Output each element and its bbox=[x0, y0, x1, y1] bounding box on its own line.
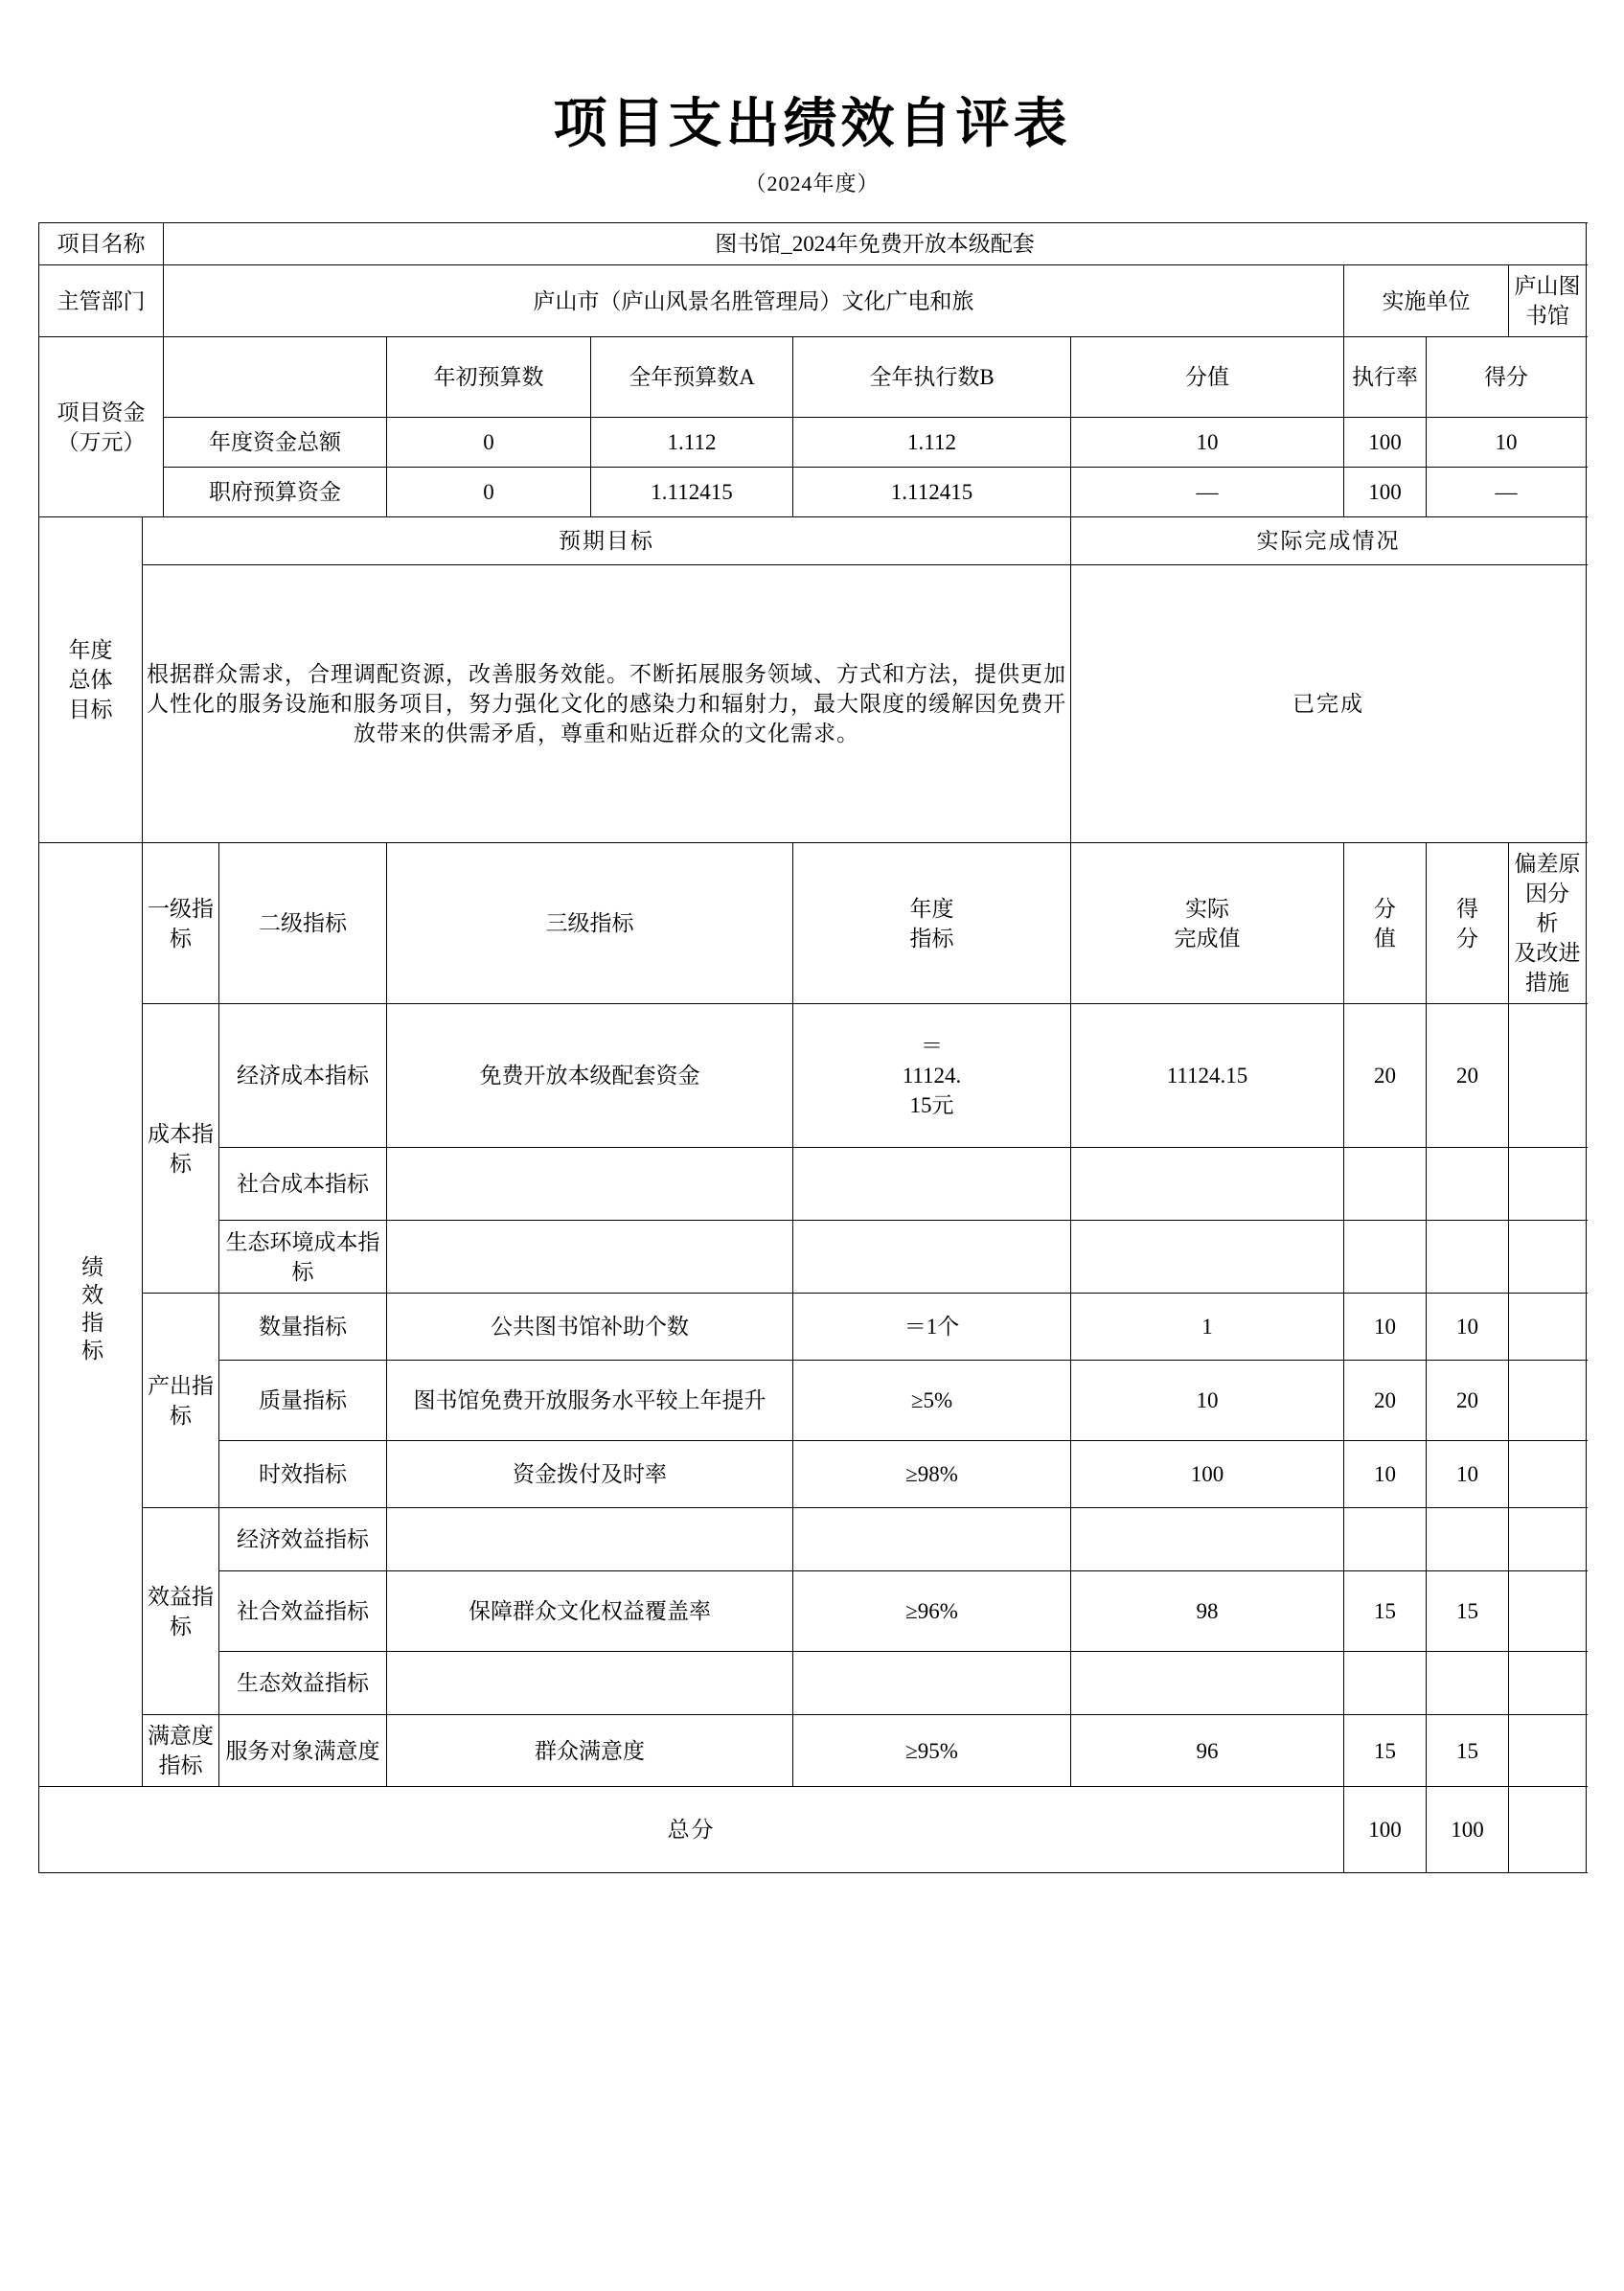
indicator-level3: 公共图书馆补助个数 bbox=[387, 1294, 793, 1361]
col-header-deviation bbox=[1509, 843, 1587, 1004]
indicator-score-value: 20 bbox=[1344, 1004, 1427, 1148]
indicator-level3: 群众满意度 bbox=[387, 1715, 793, 1787]
funds-row0-budget: 1.112 bbox=[591, 418, 793, 468]
score-line2: 分 bbox=[1456, 926, 1478, 951]
table-row-indicator bbox=[39, 1361, 1587, 1441]
annual-target-line2: 指标 bbox=[909, 926, 954, 951]
total-label: 总分 bbox=[39, 1787, 1344, 1873]
table-row-funds-government bbox=[39, 468, 1587, 517]
indicator-level1-benefit: 效益指标 bbox=[143, 1508, 219, 1715]
indicator-level3: 图书馆免费开放服务水平较上年提升 bbox=[387, 1361, 793, 1441]
funds-header-annual-budget: 全年预算数A bbox=[591, 337, 793, 418]
indicator-level2: 经济成本指标 bbox=[219, 1004, 387, 1148]
indicator-actual: 1 bbox=[1071, 1294, 1344, 1361]
goal-expected-text: 根据群众需求，合理调配资源，改善服务效能。不断拓展服务领域、方式和方法，提供更加人性化的服务设施和服务项目，努力强化文化的感染力和辐射力，最大限度的缓解因免费开放带来的供需矛盾，尊重和贴近群众的文化需求。 bbox=[143, 565, 1071, 843]
goal-label-line3: 目标 bbox=[68, 698, 113, 722]
table-row-indicator-header bbox=[39, 843, 1587, 1004]
funds-header-execution-rate: 执行率 bbox=[1344, 337, 1427, 418]
funds-row1-score: — bbox=[1427, 468, 1587, 517]
indicator-row-label bbox=[39, 843, 143, 1787]
indicator-level3 bbox=[387, 1652, 793, 1715]
goal-label-line1: 年度 bbox=[68, 638, 113, 663]
total-score-value: 100 bbox=[1344, 1787, 1427, 1873]
funds-header-initial-budget: 年初预算数 bbox=[387, 337, 591, 418]
indicator-score-value bbox=[1344, 1221, 1427, 1294]
indicator-score: 20 bbox=[1427, 1004, 1509, 1148]
indicator-target bbox=[793, 1221, 1071, 1294]
indicator-score: 20 bbox=[1427, 1361, 1509, 1441]
indicator-target: ＝1个 bbox=[793, 1294, 1071, 1361]
score-value-line2: 值 bbox=[1374, 926, 1396, 951]
indicator-level3 bbox=[387, 1221, 793, 1294]
funds-row0-initial: 0 bbox=[387, 418, 591, 468]
table-row-indicator bbox=[39, 1004, 1587, 1148]
col-header-score bbox=[1427, 843, 1509, 1004]
funds-row1-execution: 1.112415 bbox=[793, 468, 1071, 517]
indicator-deviation bbox=[1509, 1361, 1587, 1441]
funds-row1-initial: 0 bbox=[387, 468, 591, 517]
indicator-level2: 社合效益指标 bbox=[219, 1571, 387, 1652]
indicator-level1-cost: 成本指标 bbox=[143, 1004, 219, 1294]
target-line1: ＝ bbox=[921, 1034, 943, 1059]
table-row-indicator bbox=[39, 1508, 1587, 1571]
indicator-deviation bbox=[1509, 1221, 1587, 1294]
department-label: 主管部门 bbox=[39, 265, 164, 337]
funds-header-annual-execution: 全年执行数B bbox=[793, 337, 1071, 418]
indicator-level2: 数量指标 bbox=[219, 1294, 387, 1361]
indicator-target: ≥98% bbox=[793, 1441, 1071, 1508]
indicator-score-value bbox=[1344, 1508, 1427, 1571]
funds-header-score: 得分 bbox=[1427, 337, 1587, 418]
indicator-level2: 质量指标 bbox=[219, 1361, 387, 1441]
funds-row1-name: 职府预算资金 bbox=[164, 468, 387, 517]
goal-actual-header: 实际完成情况 bbox=[1071, 517, 1587, 565]
indicator-deviation bbox=[1509, 1294, 1587, 1361]
indicator-target bbox=[793, 1652, 1071, 1715]
goal-label-line2: 总体 bbox=[68, 668, 113, 693]
indicator-deviation bbox=[1509, 1652, 1587, 1715]
indicator-actual bbox=[1071, 1652, 1344, 1715]
indicator-score bbox=[1427, 1652, 1509, 1715]
goal-actual-text: 已完成 bbox=[1071, 565, 1587, 843]
indicator-score: 15 bbox=[1427, 1571, 1509, 1652]
deviation-line2: 析 bbox=[1536, 911, 1559, 936]
table-row-goal-header bbox=[39, 517, 1587, 565]
indicator-level2: 生态效益指标 bbox=[219, 1652, 387, 1715]
table-row-indicator bbox=[39, 1715, 1587, 1787]
actual-line2: 完成值 bbox=[1174, 926, 1241, 951]
table-row-total bbox=[39, 1787, 1587, 1873]
department-value: 庐山市（庐山风景名胜管理局）文化广电和旅 bbox=[164, 265, 1344, 337]
indicator-target: ≥5% bbox=[793, 1361, 1071, 1441]
col-header-level1: 一级指标 bbox=[143, 843, 219, 1004]
table-row-funds-header bbox=[39, 337, 1587, 418]
deviation-line1: 偏差原因分 bbox=[1514, 852, 1581, 906]
indicator-level3 bbox=[387, 1508, 793, 1571]
actual-line1: 实际 bbox=[1185, 896, 1229, 921]
col-header-level2: 二级指标 bbox=[219, 843, 387, 1004]
indicator-score-value bbox=[1344, 1652, 1427, 1715]
indicator-level2: 经济效益指标 bbox=[219, 1508, 387, 1571]
indicator-score-value: 15 bbox=[1344, 1571, 1427, 1652]
deviation-line3: 及改进措施 bbox=[1514, 941, 1581, 996]
indicator-score-value: 15 bbox=[1344, 1715, 1427, 1787]
table-row-indicator bbox=[39, 1148, 1587, 1221]
funds-row0-rate: 100 bbox=[1344, 418, 1427, 468]
indicator-deviation bbox=[1509, 1715, 1587, 1787]
table-row-indicator bbox=[39, 1652, 1587, 1715]
funds-row0-execution: 1.112 bbox=[793, 418, 1071, 468]
indicator-deviation bbox=[1509, 1441, 1587, 1508]
indicator-actual bbox=[1071, 1221, 1344, 1294]
indicator-actual: 100 bbox=[1071, 1441, 1344, 1508]
col-header-level3: 三级指标 bbox=[387, 843, 793, 1004]
funds-header-score-value: 分值 bbox=[1071, 337, 1344, 418]
table-row-indicator bbox=[39, 1221, 1587, 1294]
target-line3: 15元 bbox=[909, 1093, 954, 1118]
indicator-target: ≥96% bbox=[793, 1571, 1071, 1652]
indicator-level2: 时效指标 bbox=[219, 1441, 387, 1508]
indicator-target bbox=[793, 1148, 1071, 1221]
funds-row1-score-value: — bbox=[1071, 468, 1344, 517]
indicator-target bbox=[793, 1508, 1071, 1571]
project-name-label: 项目名称 bbox=[39, 223, 164, 265]
funds-row-label bbox=[39, 337, 164, 517]
indicator-deviation bbox=[1509, 1004, 1587, 1148]
indicator-actual: 96 bbox=[1071, 1715, 1344, 1787]
indicator-score bbox=[1427, 1221, 1509, 1294]
indicator-actual: 10 bbox=[1071, 1361, 1344, 1441]
col-header-actual bbox=[1071, 843, 1344, 1004]
funds-row1-budget: 1.112415 bbox=[591, 468, 793, 517]
table-row-department bbox=[39, 265, 1587, 337]
total-score: 100 bbox=[1427, 1787, 1509, 1873]
table-row-goal-content bbox=[39, 565, 1587, 843]
funds-label-line2: （万元） bbox=[57, 429, 146, 454]
indicator-score-value: 20 bbox=[1344, 1361, 1427, 1441]
indicator-target bbox=[793, 1004, 1071, 1148]
funds-header-blank bbox=[164, 337, 387, 418]
score-line1: 得 bbox=[1456, 896, 1478, 921]
indicator-score: 10 bbox=[1427, 1294, 1509, 1361]
col-header-annual-target bbox=[793, 843, 1071, 1004]
table-row-project-name bbox=[39, 223, 1587, 265]
indicator-level3: 免费开放本级配套资金 bbox=[387, 1004, 793, 1148]
indicator-level3: 资金拨付及时率 bbox=[387, 1441, 793, 1508]
funds-row0-score: 10 bbox=[1427, 418, 1587, 468]
indicator-level2: 社合成本指标 bbox=[219, 1148, 387, 1221]
indicator-level3 bbox=[387, 1148, 793, 1221]
indicator-score bbox=[1427, 1508, 1509, 1571]
indicator-level2: 生态环境成本指标 bbox=[219, 1221, 387, 1294]
target-line2: 11124. bbox=[902, 1064, 962, 1088]
unit-label: 实施单位 bbox=[1344, 265, 1509, 337]
funds-row0-score-value: 10 bbox=[1071, 418, 1344, 468]
goal-row-label bbox=[39, 517, 143, 843]
performance-self-evaluation-table bbox=[38, 222, 1587, 1873]
indicator-actual: 98 bbox=[1071, 1571, 1344, 1652]
funds-label-line1: 项目资金 bbox=[57, 400, 146, 424]
indicator-deviation bbox=[1509, 1571, 1587, 1652]
table-row-funds-annual-total bbox=[39, 418, 1587, 468]
indicator-score: 10 bbox=[1427, 1441, 1509, 1508]
indicator-deviation bbox=[1509, 1508, 1587, 1571]
score-value-line1: 分 bbox=[1374, 896, 1396, 921]
indicator-level1-satisfaction: 满意度指标 bbox=[143, 1715, 219, 1787]
table-row-indicator bbox=[39, 1441, 1587, 1508]
total-deviation bbox=[1509, 1787, 1587, 1873]
col-header-score-value bbox=[1344, 843, 1427, 1004]
indicator-deviation bbox=[1509, 1148, 1587, 1221]
page-subtitle: （2024年度） bbox=[744, 172, 880, 195]
indicator-score-value: 10 bbox=[1344, 1441, 1427, 1508]
indicator-row-label-text: 绩效指标 bbox=[79, 1255, 103, 1367]
funds-row1-rate: 100 bbox=[1344, 468, 1427, 517]
indicator-level3: 保障群众文化权益覆盖率 bbox=[387, 1571, 793, 1652]
funds-row0-name: 年度资金总额 bbox=[164, 418, 387, 468]
indicator-level1-output: 产出指标 bbox=[143, 1294, 219, 1508]
table-row-indicator bbox=[39, 1294, 1587, 1361]
goal-expected-header: 预期目标 bbox=[143, 517, 1071, 565]
table-row-indicator bbox=[39, 1571, 1587, 1652]
indicator-score: 15 bbox=[1427, 1715, 1509, 1787]
indicator-actual bbox=[1071, 1508, 1344, 1571]
project-name-value: 图书馆_2024年免费开放本级配套 bbox=[164, 223, 1587, 265]
indicator-score-value: 10 bbox=[1344, 1294, 1427, 1361]
indicator-actual: 11124.15 bbox=[1071, 1004, 1344, 1148]
unit-value: 庐山图书馆 bbox=[1509, 265, 1587, 337]
indicator-score-value bbox=[1344, 1148, 1427, 1221]
indicator-target: ≥95% bbox=[793, 1715, 1071, 1787]
indicator-level2: 服务对象满意度 bbox=[219, 1715, 387, 1787]
page-title: 项目支出绩效自评表 bbox=[553, 95, 1071, 154]
indicator-actual bbox=[1071, 1148, 1344, 1221]
annual-target-line1: 年度 bbox=[909, 896, 954, 921]
indicator-score bbox=[1427, 1148, 1509, 1221]
